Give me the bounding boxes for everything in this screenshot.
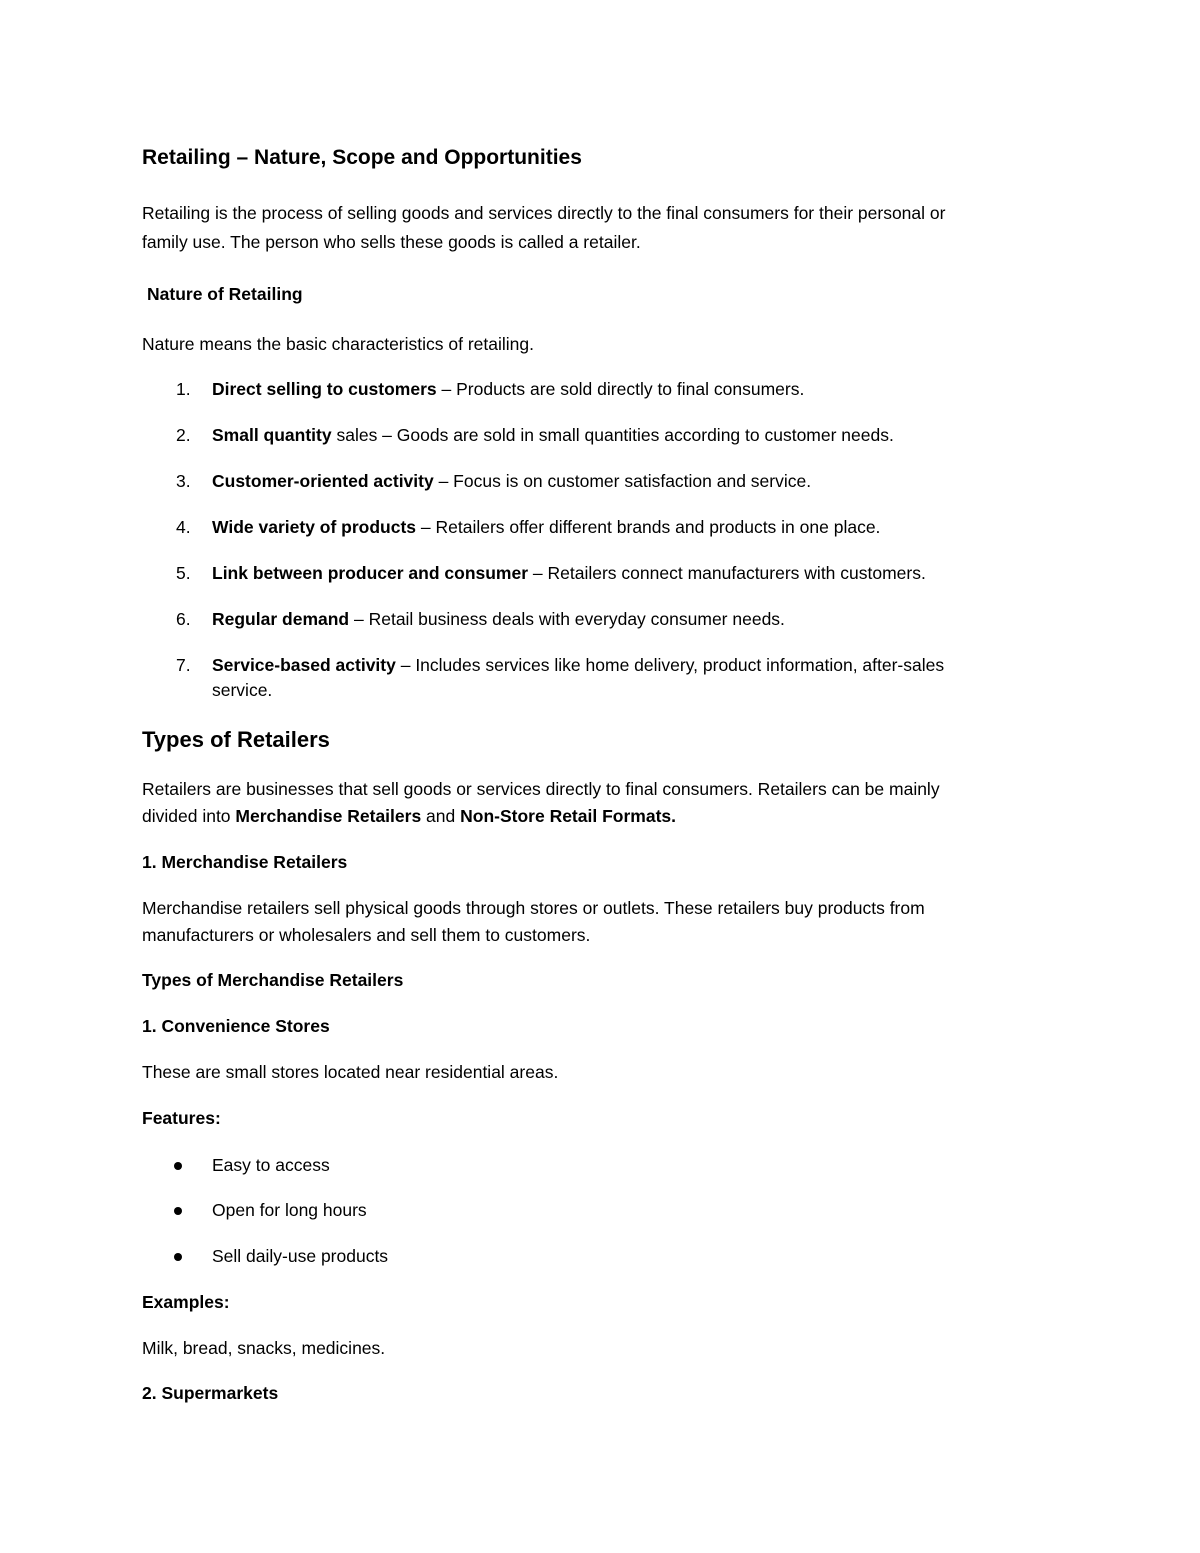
examples-text: Milk, bread, snacks, medicines. — [142, 1338, 386, 1358]
bullet-icon — [174, 1162, 182, 1170]
list-item-text: sales – Goods are sold in small quantities according to customer needs. — [331, 425, 894, 445]
bullet-icon — [174, 1253, 182, 1261]
nature-heading: Nature of Retailing — [147, 284, 303, 304]
merchandise-types-heading: Types of Merchandise Retailers — [142, 970, 404, 990]
merchandise-heading: 1. Merchandise Retailers — [142, 852, 348, 872]
list-item — [212, 514, 880, 540]
document-title: Retailing – Nature, Scope and Opportunities — [142, 146, 582, 169]
intro-line-1: Retailing is the process of selling goods and services directly to the final consumers for their personal or — [142, 203, 946, 223]
list-item-term: Regular demand — [212, 609, 350, 629]
list-item-number: 7. — [176, 655, 191, 675]
nature-description: Nature means the basic characteristics of retailing. — [142, 334, 534, 354]
types-heading: Types of Retailers — [142, 727, 330, 752]
list-item-continuation: service. — [212, 680, 273, 700]
list-item-number: 4. — [176, 517, 191, 537]
list-item: Sell daily-use products — [212, 1246, 389, 1266]
convenience-description: These are small stores located near residential areas. — [142, 1062, 559, 1082]
convenience-heading: 1. Convenience Stores — [142, 1016, 330, 1036]
types-term-non-store: Non-Store Retail Formats — [460, 806, 672, 826]
list-item — [212, 468, 811, 494]
list-item — [212, 560, 926, 586]
types-line-2-e: . — [671, 806, 676, 826]
list-item — [212, 606, 785, 632]
list-item-term: Service-based activity — [212, 655, 396, 675]
bullet-icon — [174, 1207, 182, 1215]
list-item-text: – Includes services like home delivery, product information, after-sales — [395, 655, 945, 675]
list-item-term: Wide variety of products — [212, 517, 417, 537]
list-item-number: 6. — [176, 609, 191, 629]
list-item-term: Customer-oriented activity — [212, 471, 434, 491]
list-item-number: 5. — [176, 563, 191, 583]
types-term-merchandise: Merchandise Retailers — [235, 806, 422, 826]
list-item-term: Direct selling to customers — [212, 379, 437, 399]
supermarkets-heading: 2. Supermarkets — [142, 1383, 279, 1403]
list-item-number: 2. — [176, 425, 191, 445]
merchandise-line-2: manufacturers or wholesalers and sell them to customers. — [142, 925, 591, 945]
list-item-number: 1. — [176, 379, 191, 399]
list-item: Open for long hours — [212, 1200, 367, 1220]
list-item-number: 3. — [176, 471, 191, 491]
list-item-text: – Retailers offer different brands and products in one place. — [416, 517, 881, 537]
examples-label: Examples: — [142, 1292, 230, 1312]
list-item-text: – Retailers connect manufacturers with customers. — [528, 563, 926, 583]
list-item — [212, 422, 894, 448]
merchandise-line-1: Merchandise retailers sell physical goods through stores or outlets. These retailers buy products from — [142, 898, 925, 918]
list-item — [212, 376, 804, 402]
types-line-1: Retailers are businesses that sell goods or services directly to final consumers. Retailers can be mainly — [142, 779, 940, 799]
list-item — [212, 652, 944, 678]
types-line-2 — [142, 803, 676, 830]
list-item-text: – Products are sold directly to final consumers. — [436, 379, 805, 399]
types-line-2-c: and — [421, 806, 461, 826]
list-item-text: – Retail business deals with everyday consumer needs. — [349, 609, 785, 629]
list-item-text: – Focus is on customer satisfaction and service. — [433, 471, 812, 491]
list-item-term: Link between producer and consumer — [212, 563, 529, 583]
features-label: Features: — [142, 1108, 221, 1128]
list-item: Easy to access — [212, 1155, 330, 1175]
list-item-term: Small quantity — [212, 425, 332, 445]
intro-line-2: family use. The person who sells these goods is called a retailer. — [142, 232, 641, 252]
types-line-2-a: divided into — [142, 806, 236, 826]
